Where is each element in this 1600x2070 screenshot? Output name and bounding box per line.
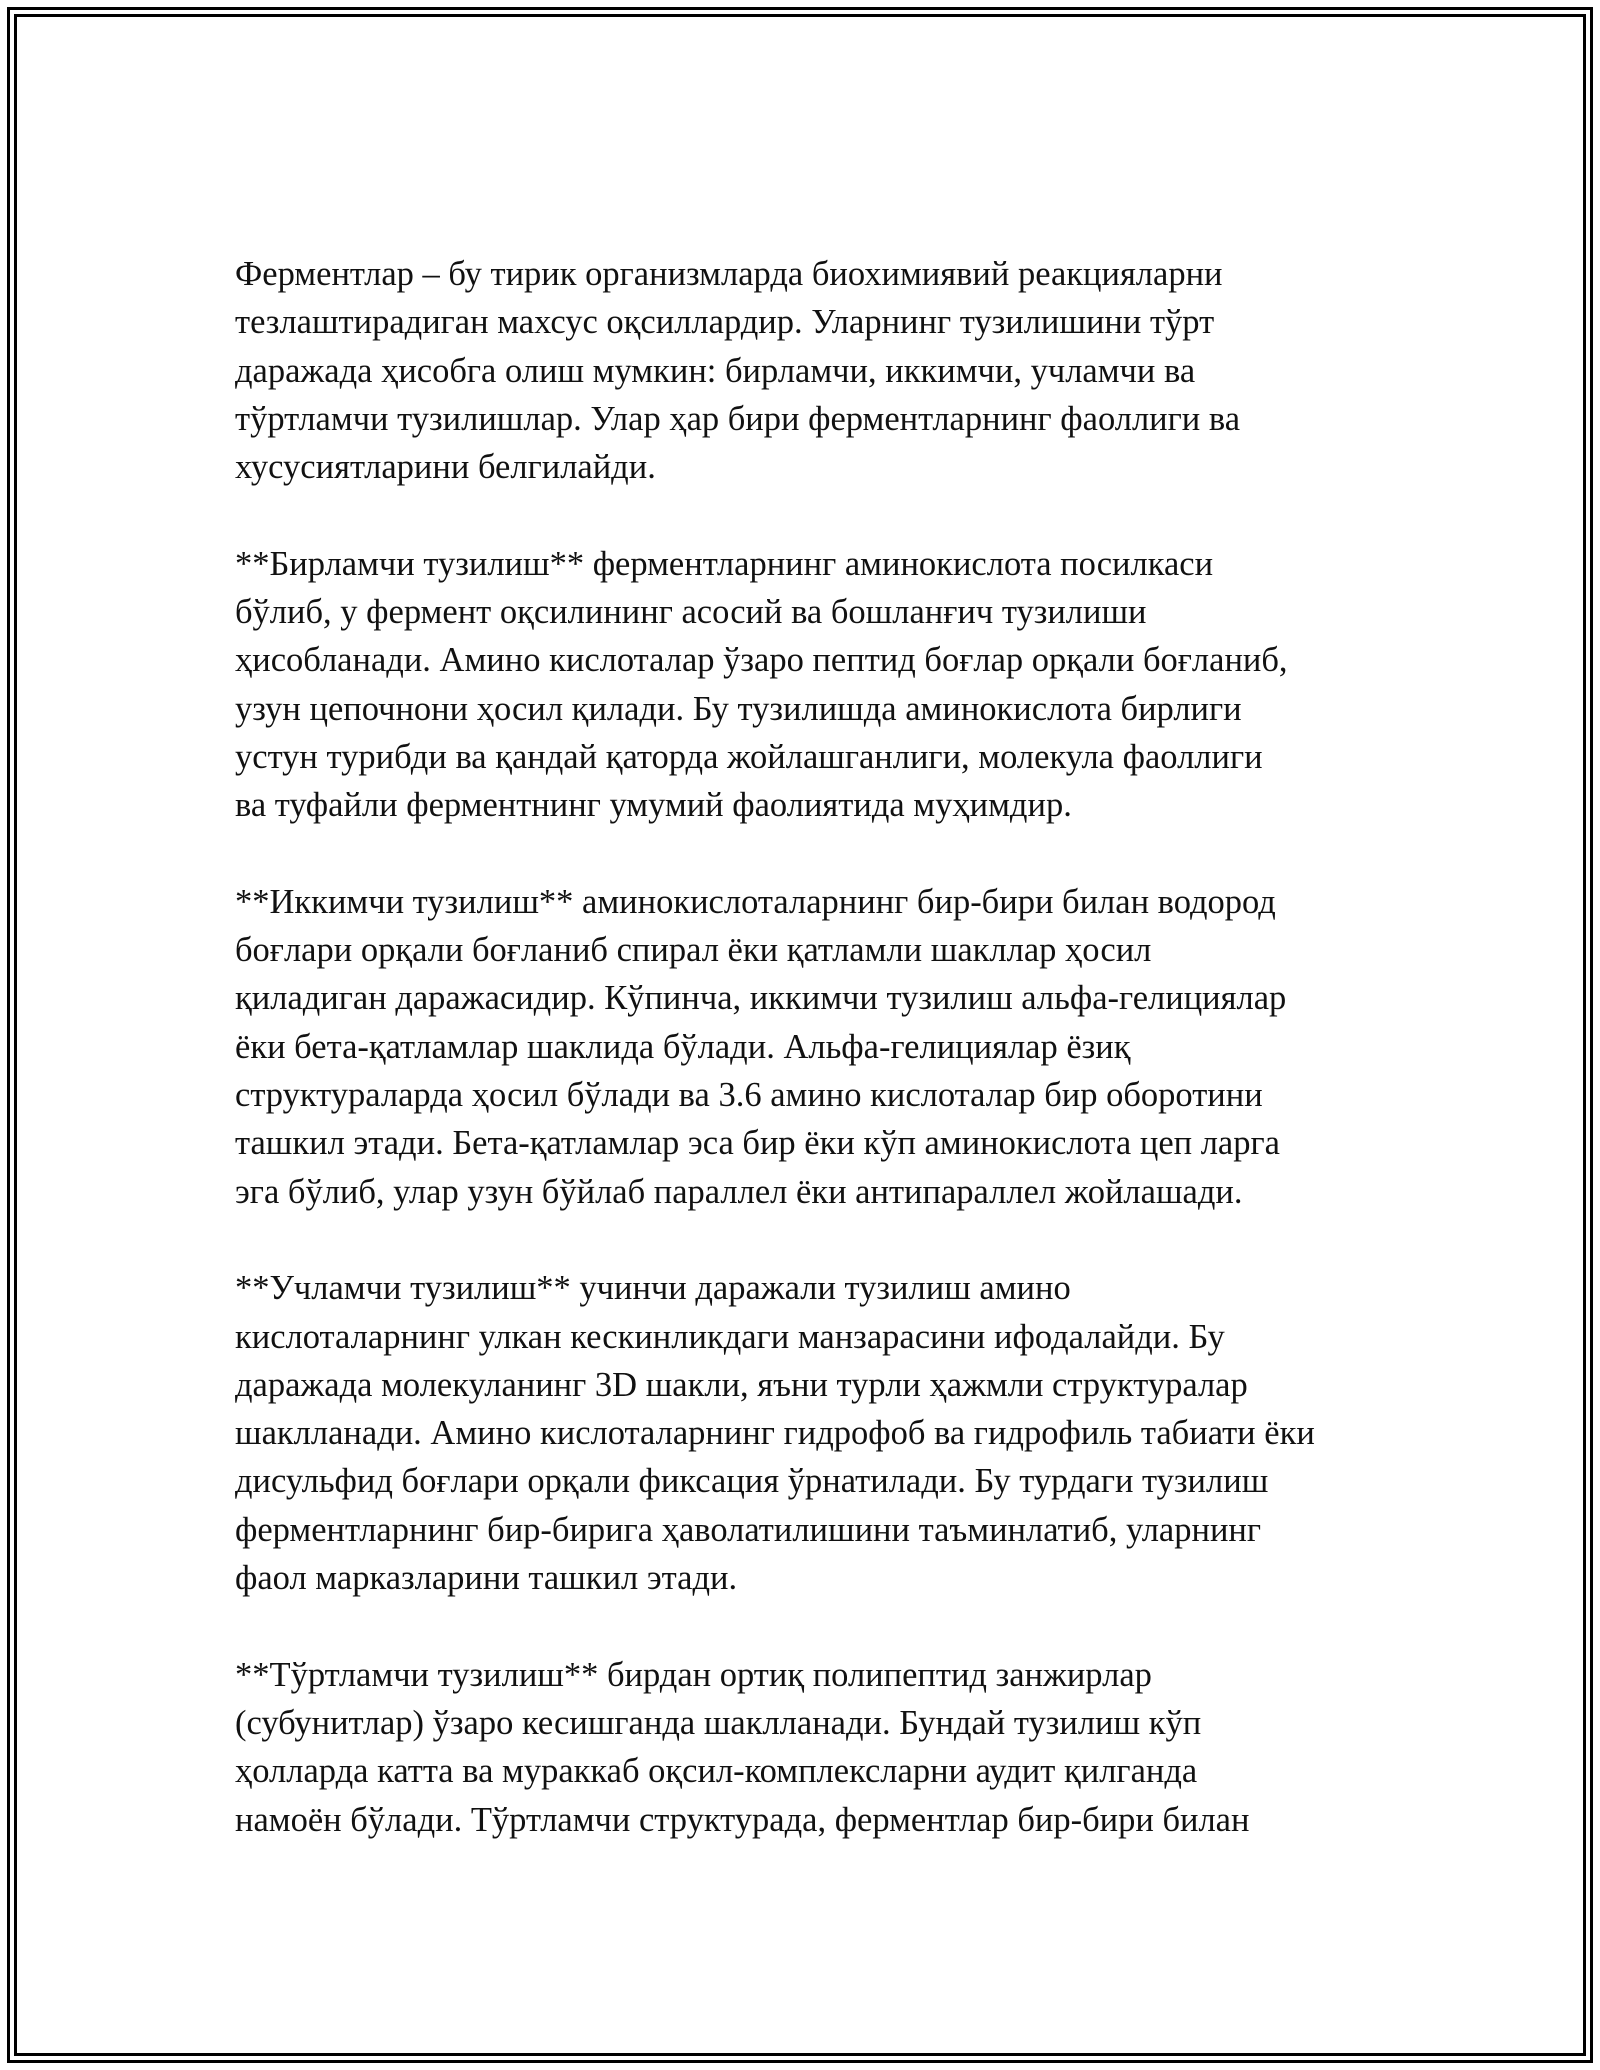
- paragraph-intro: Ферментлар – бу тирик организмларда биохимиявий реакцияларни тезлаштирадиган махсус оқсиллардир. Уларнинг тузилишини тўрт даражада ҳисобга олиш мумкин: бирламчи, иккимчи, учламчи ва тўртламчи тузилишлар. Улар ҳар бири ферментларнинг фаоллиги ва хусусиятларини белгилайди.: [235, 255, 1241, 487]
- paragraph-primary-structure: **Бирламчи тузилиш** ферментларнинг аминокислота посилкаси бўлиб, у фермент оқсилининг асосий ва бошланғич тузилиши ҳисобланади. Амино кислоталар ўзаро пептид боғлар орқали боғланиб, узун цепочнони ҳосил қилади. Бу тузилишда аминокислота бирлиги устун турибди ва қандай қаторда жойлашганлиги, молекула фаоллиги ва туфайли ферментнинг умумий фаолиятида муҳимдир.: [235, 544, 1288, 825]
- paragraph-tertiary-structure: **Учламчи тузилиш** учинчи даражали тузилиш амино кислоталарнинг улкан кескинликдаги манзарасини ифодалайди. Бу даражада молекуланинг 3D шакли, яъни турли ҳажмли структуралар шаклланади. Амино кислоталарнинг гидрофоб ва гидрофиль табиати ёки дисульфид боғлари орқали фиксация ўрнатилади. Бу турдаги тузилиш ферментларнинг бир-бирига ҳаволатилишини таъминлатиб, уларнинг фаол марказларини ташкил этади.: [235, 1269, 1315, 1598]
- paragraph-secondary-structure: **Иккимчи тузилиш** аминокислоталарнинг бир-бири билан водород боғлари орқали боғланиб спирал ёки қатламли шакллар ҳосил қиладиган даражасидир. Кўпинча, иккимчи тузилиш альфа-гелициялар ёки бета-қатламлар шаклида бўлади. Альфа-гелициялар ёзиқ структураларда ҳосил бўлади ва 3.6 амино кислоталар бир оборотини ташкил этади. Бета-қатламлар эса бир ёки кўп аминокислота цеп ларга эга бўлиб, улар узун бўйлаб параллел ёки антипараллел жойлашади.: [235, 882, 1287, 1211]
- paragraph-quaternary-structure: **Тўртламчи тузилиш** бирдан ортиқ полипептид занжирлар (субунитлар) ўзаро кесишганда шаклланади. Бундай тузилиш кўп ҳолларда катта ва мураккаб оқсил-комплексларни аудит қилганда намоён бўлади. Тўртламчи структурада, ферментлар бир-бири билан: [235, 1655, 1250, 1839]
- document-body: [235, 250, 1385, 1892]
